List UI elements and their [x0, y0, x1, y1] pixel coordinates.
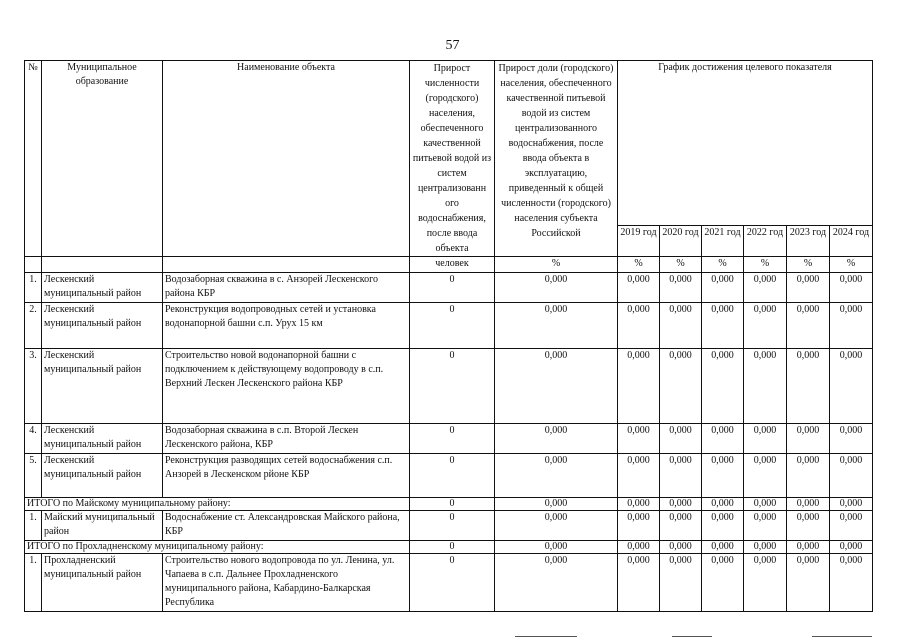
row-year-value: 0,000 — [618, 454, 660, 498]
row-growth-share: 0,000 — [495, 349, 618, 424]
total-year-value: 0,000 — [618, 498, 660, 511]
row-year-value: 0,000 — [744, 273, 787, 303]
bottom-mark — [672, 636, 712, 637]
row-growth-share: 0,000 — [495, 424, 618, 454]
header-growth-share: Прирост доли (городского) населения, обеспеченного качественной питьевой водой из систем централизованного водоснабжения, после ввода объекта в эксплуатацию, приведенный к общей численности (городского) населения субъекта Российской — [495, 61, 618, 257]
total-growth-count: 0 — [410, 498, 495, 511]
row-municipality: Лескенский муниципальный район — [42, 273, 163, 303]
unit-year: % — [660, 257, 702, 273]
header-municipality: Муниципальное образование — [42, 61, 163, 257]
table-row — [25, 511, 873, 541]
row-year-value: 0,000 — [702, 511, 744, 541]
total-year-value: 0,000 — [618, 541, 660, 554]
header-year: 2020 год — [660, 226, 702, 257]
unit-year: % — [744, 257, 787, 273]
row-growth-count: 0 — [410, 424, 495, 454]
row-object: Водоснабжение ст. Александровская Майского района, КБР — [163, 511, 410, 541]
header-year: 2021 год — [702, 226, 744, 257]
total-year-value: 0,000 — [702, 541, 744, 554]
total-year-value: 0,000 — [830, 541, 873, 554]
row-year-value: 0,000 — [744, 349, 787, 424]
row-object: Реконструкция водопроводных сетей и установка водонапорной башни с.п. Урух 15 км — [163, 303, 410, 349]
row-growth-share: 0,000 — [495, 303, 618, 349]
row-year-value: 0,000 — [702, 554, 744, 612]
unit-growth-share: % — [495, 257, 618, 273]
row-no: 4. — [25, 424, 42, 454]
total-row — [25, 498, 873, 511]
total-year-value: 0,000 — [787, 498, 830, 511]
unit-year: % — [702, 257, 744, 273]
row-year-value: 0,000 — [787, 554, 830, 612]
row-no: 1. — [25, 511, 42, 541]
page-number: 57 — [445, 38, 460, 53]
row-year-value: 0,000 — [787, 511, 830, 541]
total-row — [25, 541, 873, 554]
row-municipality: Лескенский муниципальный район — [42, 454, 163, 498]
row-growth-count: 0 — [410, 511, 495, 541]
row-year-value: 0,000 — [660, 349, 702, 424]
total-year-value: 0,000 — [660, 541, 702, 554]
row-growth-share: 0,000 — [495, 454, 618, 498]
table-row — [25, 554, 873, 612]
row-year-value: 0,000 — [660, 273, 702, 303]
row-object: Водозаборная скважина в с. Анзорей Лескенского района КБР — [163, 273, 410, 303]
table-row — [25, 273, 873, 303]
row-year-value: 0,000 — [702, 273, 744, 303]
unit-growth-count: человек — [410, 257, 495, 273]
row-growth-count: 0 — [410, 273, 495, 303]
row-year-value: 0,000 — [702, 349, 744, 424]
header-object: Наименование объекта — [163, 61, 410, 257]
total-year-value: 0,000 — [702, 498, 744, 511]
total-label: ИТОГО по Майскому муниципальному району: — [25, 498, 410, 511]
unit-year: % — [830, 257, 873, 273]
row-year-value: 0,000 — [660, 454, 702, 498]
row-year-value: 0,000 — [830, 349, 873, 424]
row-year-value: 0,000 — [660, 303, 702, 349]
total-year-value: 0,000 — [744, 498, 787, 511]
row-year-value: 0,000 — [660, 424, 702, 454]
row-no: 2. — [25, 303, 42, 349]
row-year-value: 0,000 — [702, 424, 744, 454]
row-growth-count: 0 — [410, 303, 495, 349]
header-year: 2024 год — [830, 226, 873, 257]
target-indicator-table — [24, 60, 873, 612]
row-year-value: 0,000 — [787, 303, 830, 349]
total-growth-share: 0,000 — [495, 541, 618, 554]
row-year-value: 0,000 — [744, 511, 787, 541]
total-year-value: 0,000 — [744, 541, 787, 554]
row-growth-count: 0 — [410, 349, 495, 424]
units-row — [25, 257, 873, 273]
table-row — [25, 303, 873, 349]
row-growth-share: 0,000 — [495, 273, 618, 303]
row-growth-share: 0,000 — [495, 511, 618, 541]
row-year-value: 0,000 — [702, 303, 744, 349]
bottom-mark — [812, 636, 872, 637]
row-no: 3. — [25, 349, 42, 424]
row-year-value: 0,000 — [702, 454, 744, 498]
row-municipality: Лескенский муниципальный район — [42, 303, 163, 349]
unit-year: % — [618, 257, 660, 273]
row-object: Строительство новой водонапорной башни с подключением к действующему водопроводу в с.п. Верхний Лескен Лескенского района КБР — [163, 349, 410, 424]
row-object: Строительство нового водопровода по ул. Ленина, ул. Чапаева в с.п. Дальнее Прохладненского муниципального района, Кабардино-Балкарская Республика — [163, 554, 410, 612]
total-growth-count: 0 — [410, 541, 495, 554]
row-year-value: 0,000 — [744, 554, 787, 612]
row-municipality: Лескенский муниципальный район — [42, 349, 163, 424]
row-municipality: Майский муниципальный район — [42, 511, 163, 541]
total-year-value: 0,000 — [830, 498, 873, 511]
row-year-value: 0,000 — [830, 511, 873, 541]
row-municipality: Лескенский муниципальный район — [42, 424, 163, 454]
row-year-value: 0,000 — [618, 349, 660, 424]
row-year-value: 0,000 — [744, 303, 787, 349]
row-year-value: 0,000 — [618, 511, 660, 541]
row-year-value: 0,000 — [618, 424, 660, 454]
row-year-value: 0,000 — [830, 303, 873, 349]
row-year-value: 0,000 — [787, 349, 830, 424]
row-year-value: 0,000 — [830, 454, 873, 498]
row-no: 1. — [25, 273, 42, 303]
header-growth-count: Прирост численности (городского) населения, обеспеченного качественной питьевой водой из систем централизованн ого водоснабжения, после ввода объекта — [410, 61, 495, 257]
table-row — [25, 349, 873, 424]
row-year-value: 0,000 — [830, 273, 873, 303]
header-year: 2023 год — [787, 226, 830, 257]
row-year-value: 0,000 — [787, 273, 830, 303]
total-growth-share: 0,000 — [495, 498, 618, 511]
row-year-value: 0,000 — [830, 424, 873, 454]
header-year: 2019 год — [618, 226, 660, 257]
bottom-mark — [515, 636, 577, 637]
row-municipality: Прохладненский муниципальный район — [42, 554, 163, 612]
row-no: 5. — [25, 454, 42, 498]
row-growth-count: 0 — [410, 554, 495, 612]
row-year-value: 0,000 — [744, 424, 787, 454]
row-no: 1. — [25, 554, 42, 612]
row-growth-share: 0,000 — [495, 554, 618, 612]
row-object: Водозаборная скважина в с.п. Второй Лескен Лескенского района, КБР — [163, 424, 410, 454]
total-label: ИТОГО по Прохладненскому муниципальному району: — [25, 541, 410, 554]
header-schedule: График достижения целевого показателя — [618, 61, 873, 226]
row-year-value: 0,000 — [787, 454, 830, 498]
row-year-value: 0,000 — [660, 554, 702, 612]
table-row — [25, 454, 873, 498]
header-year: 2022 год — [744, 226, 787, 257]
row-object: Реконструкция разводящих сетей водоснабжения с.п. Анзорей в Лескенском рйоне КБР — [163, 454, 410, 498]
total-year-value: 0,000 — [787, 541, 830, 554]
unit-year: % — [787, 257, 830, 273]
table-row — [25, 424, 873, 454]
total-year-value: 0,000 — [660, 498, 702, 511]
row-year-value: 0,000 — [660, 511, 702, 541]
row-year-value: 0,000 — [744, 454, 787, 498]
row-year-value: 0,000 — [830, 554, 873, 612]
row-year-value: 0,000 — [787, 424, 830, 454]
header-no: № — [25, 61, 42, 257]
row-growth-count: 0 — [410, 454, 495, 498]
row-year-value: 0,000 — [618, 554, 660, 612]
row-year-value: 0,000 — [618, 273, 660, 303]
row-year-value: 0,000 — [618, 303, 660, 349]
